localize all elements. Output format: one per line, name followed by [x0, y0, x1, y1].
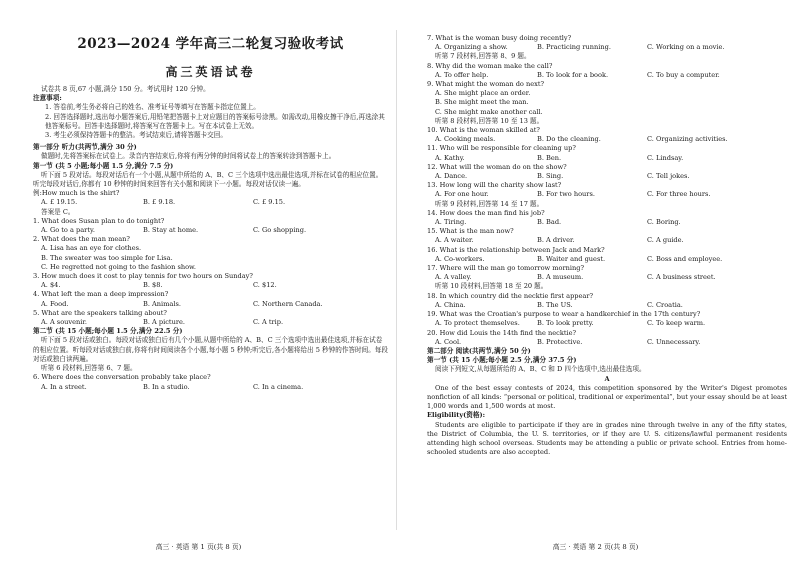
option-a: A. $4.: [41, 281, 61, 290]
part1-heading: 第一部分 听力(共两节,满分 30 分): [33, 143, 137, 152]
part2-instructions: 阅读下列短文,从每题所给的 A、B、C 和 D 四个选项中,选出最佳选项。: [435, 365, 646, 374]
option-a: A. For one hour.: [435, 190, 489, 199]
note-2: 2. 回答选择题时,选出每小题答案后,用铅笔把答题卡上对应题目的答案标号涂黑。如需改动,用橡皮擦干净后,再选涂其他答案标号。回答非选择题时,将答案写在答题卡上。写在本试卷上无效。: [45, 112, 385, 130]
option-a: A. She might place an order.: [435, 89, 531, 98]
option-a: A. Co-workers.: [435, 254, 485, 263]
option-b: B. £ 9.18.: [143, 198, 176, 207]
question-12-options: [427, 172, 787, 181]
option-c: C. A business street.: [647, 273, 716, 282]
option-c: C. Working on a movie.: [647, 43, 725, 52]
question-18: 18. In which country did the necktie first appear?: [427, 291, 594, 300]
question-4: 4. What left the man a deep impression?: [33, 290, 169, 299]
option-b: B. For two hours.: [537, 190, 595, 199]
option-b: B. The sweater was too simple for Lisa.: [41, 253, 173, 262]
option-a: A. Cool.: [435, 337, 462, 346]
example-options: [33, 198, 388, 207]
question-5-options: [33, 318, 388, 327]
question-3-options: [33, 281, 388, 290]
option-b: B. To look pretty.: [537, 319, 594, 328]
part2-heading: 第二部分 阅读(共两节,满分 50 分): [427, 346, 531, 355]
question-3: 3. How much does it cost to play tennis for two hours on Sunday?: [33, 272, 253, 281]
question-6-options: [33, 383, 388, 392]
question-13: 13. How long will the charity show last?: [427, 181, 562, 190]
question-16: 16. What is the relationship between Jack and Mark?: [427, 245, 605, 254]
question-1-options: [33, 226, 388, 235]
option-b: B. Protective.: [537, 337, 583, 346]
section1-heading: 第一节 (共 5 小题;每小题 1.5 分,满分 7.5 分): [33, 161, 174, 170]
option-a: A. A waiter.: [435, 236, 474, 245]
option-c: C. Croatia.: [647, 300, 683, 309]
option-c: C. Unnecessary.: [647, 337, 701, 346]
question-15: 15. What is the man now?: [427, 227, 514, 236]
option-a: A. To offer help.: [435, 70, 489, 79]
section1-text: 听下面 5 段对话。每段对话后有一个小题,从题中所给的 A、B、C 三个选项中选出最佳选项,并标在试卷的相应位置。听完每段对话后,你都有 10 秒钟的时间来回答有关小题和阅读下一小题。每段对话仅读一遍。: [33, 170, 383, 189]
option-a: A. Kathy.: [435, 153, 465, 162]
question-18-options: [427, 301, 787, 310]
option-c: C. Boring.: [647, 218, 681, 227]
option-b: B. A driver.: [537, 236, 575, 245]
question-1: 1. What does Susan plan to do tonight?: [33, 216, 165, 225]
left-column: [33, 36, 388, 392]
question-5: 5. What are the speakers talking about?: [33, 308, 167, 317]
option-c: C. A guide.: [647, 236, 684, 245]
note-1: 1. 答卷前,考生务必将自己的姓名、准考证号等填写在答题卡指定位置上。: [45, 103, 260, 112]
example-question: 例:How much is the shirt?: [33, 189, 120, 198]
question-16-options: [427, 255, 787, 264]
question-4-options: [33, 300, 388, 309]
option-a: A. Dance.: [435, 172, 468, 181]
question-8: 8. Why did the woman make the call?: [427, 61, 553, 70]
option-c: C. In a cinema.: [253, 382, 304, 391]
material-9-note: 听第 9 段材料,回答第 14 至 17 题。: [435, 199, 544, 208]
question-10: 10. What is the woman skilled at?: [427, 126, 540, 135]
question-20-options: [427, 338, 787, 347]
option-a: A. In a street.: [41, 382, 87, 391]
section2-heading: 第二节 (共 15 小题;每小题 1.5 分,满分 22.5 分): [33, 327, 183, 336]
eligibility-heading: Eligibility(资格):: [427, 411, 486, 420]
page-footer: 高三 · 英语 第 2 页(共 8 页): [552, 543, 639, 551]
question-8-options: [427, 71, 787, 80]
part1-text: 做题时,先将答案标在试卷上。录音内容结束后,你将有两分钟的时间将试卷上的答案转涂到答题卡上。: [41, 152, 336, 161]
option-a: A. Cooking meals.: [435, 135, 496, 144]
passage-paragraph-1: One of the best essay contests of 2024, this competition sponsored by the Writer's Digest promotes nonfiction of all kinds: “personal or political, traditional or experimental”, but your essay should be at least 1,000 words and 1,500 words at most.: [427, 383, 787, 411]
question-2: 2. What does the man mean?: [33, 235, 130, 244]
exam-subtitle: 高三英语试卷: [165, 65, 256, 79]
question-12: 12. What will the woman do on the show?: [427, 162, 567, 171]
option-b: B. Practicing running.: [537, 43, 611, 52]
question-11-options: [427, 154, 787, 163]
option-c: C. She might make another call.: [435, 107, 543, 116]
question-11: 11. Who will be responsible for cleaning up?: [427, 144, 576, 153]
option-c: C. He regretted not going to the fashion show.: [41, 262, 197, 271]
example-answer: 答案是 C。: [41, 207, 75, 216]
option-c: C. $12.: [253, 281, 277, 290]
option-b: B. Stay at home.: [143, 226, 199, 235]
option-a: A. Go to a party.: [41, 226, 95, 235]
option-c: C. Go shopping.: [253, 226, 307, 235]
material-7-note: 听第 7 段材料,回答第 8、9 题。: [435, 52, 531, 61]
option-a: A. To protect themselves.: [435, 319, 520, 328]
material-8-note: 听第 8 段材料,回答第 10 至 13 题。: [435, 116, 544, 125]
option-a: A. Lisa has an eye for clothes.: [41, 244, 142, 253]
question-19-options: [427, 319, 787, 328]
right-column: [427, 34, 787, 457]
option-b: B. $8.: [143, 281, 163, 290]
question-20: 20. How did Louis the 14th find the necktie?: [427, 328, 577, 337]
exam-intro: 试卷共 8 页,67 小题,满分 150 分。考试用时 120 分钟。: [41, 85, 210, 93]
option-c: C. A trip.: [253, 318, 284, 327]
part2-section1-heading: 第一节 (共 15 小题;每小题 2.5 分,满分 37.5 分): [427, 356, 577, 365]
question-7: 7. What is the woman busy doing recently?: [427, 34, 572, 42]
option-c: C. To buy a computer.: [647, 70, 720, 79]
option-b: B. Do the cleaning.: [537, 135, 601, 144]
material-10-note: 听第 10 段材料,回答第 18 至 20 题。: [435, 282, 548, 291]
passage-letter: A: [604, 374, 610, 383]
option-c: C. Organizing activities.: [647, 135, 728, 144]
passage-paragraph-2: Students are eligible to participate if they are in grades nine through twelve in any of the fifty states, the District of Columbia, the U. S. territories, or if they are U. S. citizens/lawful permanent residents attending high school overseas. Students may be attending a public or private school. Entries from home-schooled students are also accepted.: [427, 420, 787, 457]
notes-heading: 注意事项:: [33, 94, 62, 103]
option-c: C. Northern Canada.: [253, 299, 323, 308]
option-c: C. Lindsay.: [647, 153, 684, 162]
option-b: B. In a studio.: [143, 382, 190, 391]
right-page: [397, 0, 794, 561]
option-b: B. A museum.: [537, 273, 584, 282]
option-c: C. £ 9.15.: [253, 198, 286, 207]
option-a: A. Tiring.: [435, 218, 467, 227]
option-a: A. A souvenir.: [41, 318, 87, 327]
question-13-options: [427, 190, 787, 199]
option-b: B. Ben.: [537, 153, 562, 162]
option-b: B. Sing.: [537, 172, 564, 181]
option-c: C. Boss and employee.: [647, 254, 723, 263]
option-a: A. A valley.: [435, 273, 472, 282]
question-9: 9. What might the woman do next?: [427, 80, 545, 89]
material-6-note: 听第 6 段材料,回答第 6、7 题。: [41, 364, 137, 373]
option-a: A. Food.: [41, 299, 69, 308]
question-6: 6. Where does the conversation probably take place?: [33, 373, 211, 382]
option-a: A. £ 19.15.: [41, 198, 78, 207]
option-c: C. To keep warm.: [647, 319, 706, 328]
option-b: B. Animals.: [143, 299, 181, 308]
option-b: B. To look for a book.: [537, 70, 609, 79]
exam-title: 2023—2024 学年高三二轮复习验收考试: [77, 36, 344, 52]
note-3: 3. 考生必须保持答题卡的整洁。考试结束后,请将答题卡交回。: [45, 131, 227, 140]
question-17: 17. Where will the man go tomorrow morning?: [427, 264, 585, 273]
page-footer: 高三 · 英语 第 1 页(共 8 页): [155, 543, 242, 551]
question-14: 14. How does the man find his job?: [427, 208, 545, 217]
option-c: C. For three hours.: [647, 190, 711, 199]
section2-text: 听下面 5 段对话或独白。每段对话或独白后有几个小题,从题中所给的 A、B、C 三个选项中选出最佳选项,并标在试卷的相应位置。听每段对话或独白前,你将有时间阅读各个小题,每小题 5 秒钟;听完后,各小题将给出 5 秒钟的作答时间。每段对话或独白读两遍。: [33, 336, 388, 363]
question-15-options: [427, 236, 787, 245]
option-b: B. The US.: [537, 300, 573, 309]
question-19: 19. What was the Croatian's purpose to wear a handkerchief in the 17th century?: [427, 310, 701, 319]
option-b: B. A picture.: [143, 318, 185, 327]
option-a: A. China.: [435, 300, 466, 309]
question-10-options: [427, 135, 787, 144]
option-b: B. Bad.: [537, 218, 562, 227]
option-b: B. She might meet the man.: [435, 98, 529, 107]
option-a: A. Organizing a show.: [435, 43, 508, 52]
option-b: B. Waiter and guest.: [537, 254, 606, 263]
question-14-options: [427, 218, 787, 227]
option-c: C. Tell jokes.: [647, 172, 690, 181]
